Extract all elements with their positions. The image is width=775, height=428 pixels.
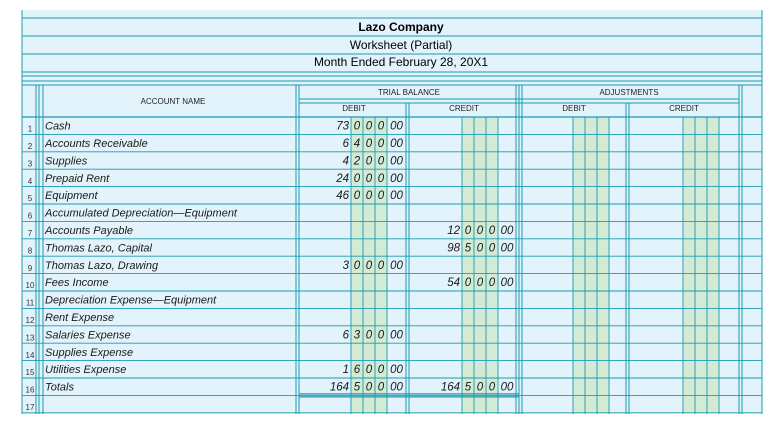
tb-debit-digit: 0 <box>365 329 373 342</box>
tb-credit-digit: 0 <box>464 277 472 290</box>
row-number: 6 <box>27 211 33 221</box>
tb-credit-dollars: 98 <box>447 242 460 255</box>
tb-credit-digit: 0 <box>476 277 484 290</box>
row-number: 13 <box>25 333 35 343</box>
column-header-adj-credit: CREDIT <box>669 104 699 113</box>
tb-debit-cents: 00 <box>390 329 403 342</box>
tb-debit-digit: 0 <box>365 155 373 168</box>
row-number: 16 <box>25 385 35 395</box>
row-number: 12 <box>25 316 35 325</box>
tb-debit-dollars: 1 <box>342 364 349 377</box>
worksheet-title: Worksheet (Partial) <box>349 38 453 52</box>
tb-debit-digit: 6 <box>353 364 361 377</box>
tb-debit-digit: 0 <box>353 172 361 185</box>
account-name: Accumulated Depreciation—Equipment <box>45 207 237 220</box>
tb-debit-digit: 0 <box>377 120 385 133</box>
tb-credit-digit: 5 <box>464 381 472 394</box>
tb-debit-digit: 0 <box>365 190 373 203</box>
tb-debit-dollars: 4 <box>342 155 349 168</box>
tb-debit-dollars: 6 <box>342 329 349 342</box>
tb-debit-digit: 0 <box>377 172 385 185</box>
row-number: 4 <box>27 176 33 186</box>
row-number: 7 <box>27 229 33 238</box>
tb-credit-digit: 5 <box>464 242 472 255</box>
tb-debit-digit: 5 <box>353 381 361 394</box>
tb-credit-cents: 00 <box>500 277 514 290</box>
tb-credit-digit: 0 <box>464 225 472 237</box>
tb-debit-digit: 0 <box>377 155 385 168</box>
row-number: 10 <box>25 281 35 291</box>
account-name: Utilities Expense <box>45 364 127 377</box>
tb-debit-digit: 0 <box>377 190 385 203</box>
tb-debit-digit: 0 <box>365 120 373 133</box>
tb-credit-dollars: 164 <box>440 381 460 394</box>
tb-debit-digit: 0 <box>377 138 385 150</box>
tb-debit-digit: 0 <box>353 120 361 133</box>
tb-debit-digit: 0 <box>365 172 373 185</box>
row-number: 11 <box>25 298 35 308</box>
tb-credit-digit: 0 <box>488 225 496 237</box>
tb-debit-cents: 00 <box>390 120 403 133</box>
row-number: 9 <box>27 263 33 273</box>
tb-debit-digit: 0 <box>377 364 385 377</box>
tb-debit-digit: 0 <box>365 381 373 394</box>
tb-credit-cents: 00 <box>500 242 514 255</box>
row-number: 1 <box>27 124 33 134</box>
account-name: Supplies <box>45 155 88 168</box>
tb-credit-digit: 0 <box>488 381 496 394</box>
tb-credit-dollars: 54 <box>447 277 460 290</box>
tb-debit-digit: 0 <box>377 381 385 394</box>
shaded-column <box>462 117 498 413</box>
column-header-adjustments: ADJUSTMENTS <box>599 88 659 97</box>
tb-credit-cents: 00 <box>500 225 514 237</box>
account-name: Fees Income <box>45 277 109 290</box>
tb-debit-cents: 00 <box>390 259 403 272</box>
account-name: Totals <box>45 381 74 394</box>
account-name: Rent Expense <box>45 312 115 324</box>
column-header-tb-debit: DEBIT <box>342 104 366 113</box>
tb-debit-cents: 00 <box>390 190 403 203</box>
shaded-column <box>683 117 719 413</box>
account-name: Accounts Payable <box>45 225 134 237</box>
row-number: 5 <box>27 194 33 204</box>
tb-debit-digit: 0 <box>365 138 373 150</box>
account-name: Salaries Expense <box>45 329 131 342</box>
column-header-tb-credit: CREDIT <box>449 104 479 113</box>
company-name: Lazo Company <box>358 20 444 34</box>
table-row <box>26 295 217 308</box>
tb-debit-dollars: 3 <box>342 259 349 272</box>
tb-debit-digit: 0 <box>365 259 373 272</box>
tb-debit-digit: 2 <box>353 155 361 168</box>
column-header-adj-debit: DEBIT <box>562 104 586 113</box>
table-row <box>26 403 35 412</box>
account-name: Depreciation Expense—Equipment <box>45 294 217 307</box>
tb-debit-cents: 00 <box>390 381 403 394</box>
table-row <box>28 208 238 221</box>
account-name: Equipment <box>45 190 98 203</box>
account-name: Thomas Lazo, Capital <box>45 242 152 255</box>
tb-debit-digit: 0 <box>377 329 385 342</box>
tb-debit-digit: 4 <box>353 138 361 150</box>
row-number: 2 <box>27 142 33 151</box>
tb-debit-digit: 0 <box>377 259 385 272</box>
tb-debit-dollars: 73 <box>336 120 349 133</box>
row-number: 14 <box>25 350 35 360</box>
tb-debit-digit: 0 <box>365 364 373 377</box>
tb-credit-dollars: 12 <box>447 225 460 237</box>
account-name: Thomas Lazo, Drawing <box>45 259 159 272</box>
tb-debit-digit: 0 <box>353 190 361 203</box>
worksheet-period: Month Ended February 28, 20X1 <box>313 55 489 69</box>
tb-credit-digit: 0 <box>488 242 496 255</box>
tb-credit-digit: 0 <box>488 277 496 290</box>
account-name: Prepaid Rent <box>45 172 110 185</box>
account-name: Accounts Receivable <box>45 138 148 150</box>
tb-credit-digit: 0 <box>476 242 484 255</box>
tb-debit-dollars: 24 <box>336 172 349 185</box>
tb-debit-cents: 00 <box>390 172 403 185</box>
tb-credit-cents: 00 <box>500 381 514 394</box>
column-header-trial-balance: TRIAL BALANCE <box>378 88 440 97</box>
tb-debit-digit: 3 <box>353 329 361 342</box>
tb-debit-dollars: 164 <box>329 381 349 394</box>
row-number: 8 <box>27 246 33 256</box>
column-header-account-name: ACCOUNT NAME <box>140 97 206 106</box>
tb-debit-dollars: 6 <box>342 138 349 150</box>
row-number: 17 <box>25 403 35 412</box>
tb-credit-digit: 0 <box>476 381 484 394</box>
tb-credit-digit: 0 <box>476 225 484 237</box>
tb-debit-dollars: 46 <box>336 190 349 203</box>
row-number: 15 <box>25 368 35 378</box>
account-name: Cash <box>45 120 71 133</box>
tb-debit-cents: 00 <box>390 364 403 377</box>
tb-debit-cents: 00 <box>390 138 403 150</box>
tb-debit-cents: 00 <box>390 155 403 168</box>
shaded-column <box>573 117 609 413</box>
tb-debit-digit: 0 <box>353 259 361 272</box>
row-number: 3 <box>27 159 33 169</box>
account-name: Supplies Expense <box>45 346 134 359</box>
